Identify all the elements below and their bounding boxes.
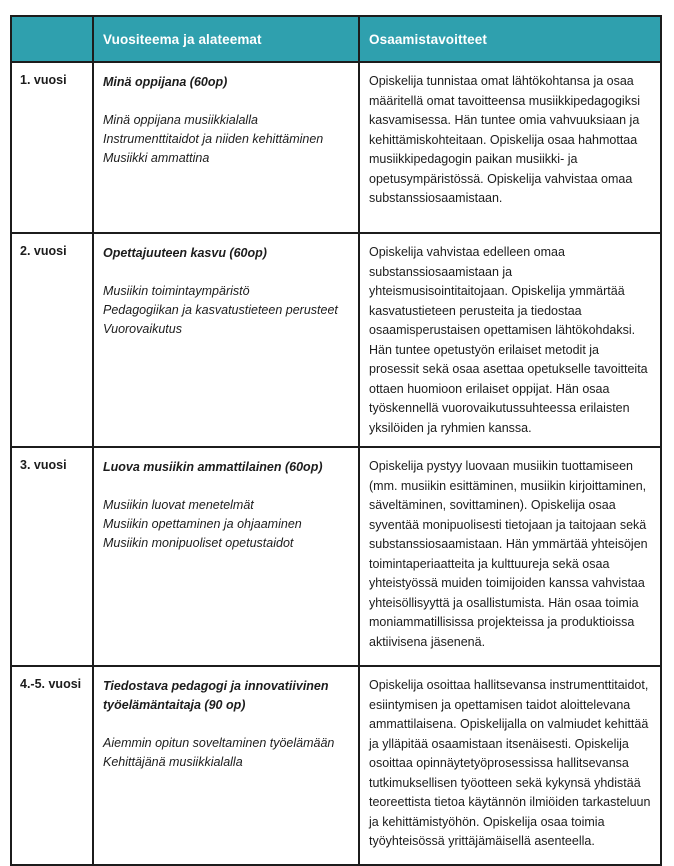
theme-title: Opettajuuteen kasvu (60op) bbox=[103, 246, 267, 260]
header-cell-objectives bbox=[359, 16, 661, 62]
year-label: 4.-5. vuosi bbox=[11, 666, 93, 865]
subtheme-item: Musiikki ammattina bbox=[103, 151, 210, 165]
theme-title: Luova musiikin ammattilainen (60op) bbox=[103, 460, 323, 474]
theme-title: Tiedostava pedagogi ja innovatiivinen työelämäntaitaja (90 op) bbox=[103, 679, 329, 712]
table-row-year-1 bbox=[11, 62, 661, 233]
subtheme-item: Musiikin luovat menetelmät bbox=[103, 498, 254, 512]
subtheme-item: Vuorovaikutus bbox=[103, 322, 182, 336]
table-header-row bbox=[11, 16, 661, 62]
subtheme-item: Aiemmin opitun soveltaminen työelämään bbox=[103, 736, 335, 750]
year-label: 3. vuosi bbox=[11, 447, 93, 666]
objectives-text: Opiskelija tunnistaa omat lähtökohtansa ja osaa määritellä omat tavoitteensa musiikkipedagogiksi kasvamisessa. Hän tuntee omia vahvuuksiaan ja kehittämiskohteitaan. Opiskelija osaa hahmottaa musiikkipedagogin paikan musiikki- ja opetusympäristössä. Opiskelija vahvistaa omaa substanssiosaamistaan. bbox=[369, 74, 640, 205]
table-row-year-2 bbox=[11, 233, 661, 447]
subtheme-item: Musiikin toimintaympäristö bbox=[103, 284, 250, 298]
year-label: 2. vuosi bbox=[11, 233, 93, 447]
objectives-text: Opiskelija vahvistaa edelleen omaa substanssiosaamistaan ja yhteismusisointitaitojaan. Opiskelija ymmärtää kasvatustieteen perusteita ja tiedostaa osaamisperustaisen opettamisen lähtökohdaksi. Hän tuntee opetustyön erilaiset metodit ja prosessit sekä osaa asettaa opetukselle tavoitteita ottaen huomioon erilaiset oppijat. Hän osaa työskennellä vuorovaikutussuhteessa erilaisten yksilöiden ja ryhmien kanssa. bbox=[369, 245, 648, 435]
objectives-cell bbox=[359, 233, 661, 447]
table-row-year-4-5 bbox=[11, 666, 661, 865]
curriculum-table bbox=[10, 15, 662, 866]
header-cell-year-empty bbox=[11, 16, 93, 62]
objectives-text: Opiskelija pystyy luovaan musiikin tuottamiseen (mm. musiikin esittäminen, musiikin kirjoittaminen, säveltäminen, sovittaminen). Opiskelija osaa syventää monipuolisesti tietojaan ja taitojaan sekä substanssiosaamistaan. Hän ymmärtää yhteisöjen toimintaperiaatteita ja kulttuureja sekä osaa yhteistyössä muiden toimijoiden kanssa vahvistaa yhteisöllisyyttä ja osallistumista. Hän osaa toimia moniammatillisissa projekteissa ja produktioissa aktiivisena jäsenenä. bbox=[369, 459, 648, 649]
table-row-year-3 bbox=[11, 447, 661, 666]
header-objectives-label: Osaamistavoitteet bbox=[369, 31, 487, 47]
objectives-text: Opiskelija osoittaa hallitsevansa instrumenttitaidot, esiintymisen ja opettamisen taidot aloittelevana ammattilaisena. Opiskelijalla on valmiudet kehittää ja ylläpitää osaamistaan itsenäisesti. Opiskelija osoittaa opinnäytetyöprosessissa hallitsevansa tutkimuksellisen työotteen sekä kykynsä yhdistää teoreettista tietoa käytännön ilmiöiden tarkasteluun ja kehittämistyöhön. Opiskelija osaa toimia työyhteisössä yrittäjämäisellä asenteella. bbox=[369, 678, 651, 848]
theme-cell bbox=[93, 62, 359, 233]
objectives-cell bbox=[359, 447, 661, 666]
objectives-cell bbox=[359, 62, 661, 233]
theme-title: Minä oppijana (60op) bbox=[103, 75, 228, 89]
subtheme-item: Pedagogiikan ja kasvatustieteen perusteet bbox=[103, 303, 338, 317]
objectives-cell bbox=[359, 666, 661, 865]
year-label: 1. vuosi bbox=[11, 62, 93, 233]
subtheme-item: Instrumenttitaidot ja niiden kehittäminen bbox=[103, 132, 324, 146]
theme-cell bbox=[93, 233, 359, 447]
theme-cell bbox=[93, 447, 359, 666]
theme-cell bbox=[93, 666, 359, 865]
header-themes-label: Vuositeema ja alateemat bbox=[103, 31, 262, 47]
subtheme-item: Kehittäjänä musiikkialalla bbox=[103, 755, 243, 769]
subtheme-item: Musiikin opettaminen ja ohjaaminen bbox=[103, 517, 302, 531]
subtheme-item: Musiikin monipuoliset opetustaidot bbox=[103, 536, 294, 550]
header-cell-themes bbox=[93, 16, 359, 62]
subtheme-item: Minä oppijana musiikkialalla bbox=[103, 113, 258, 127]
